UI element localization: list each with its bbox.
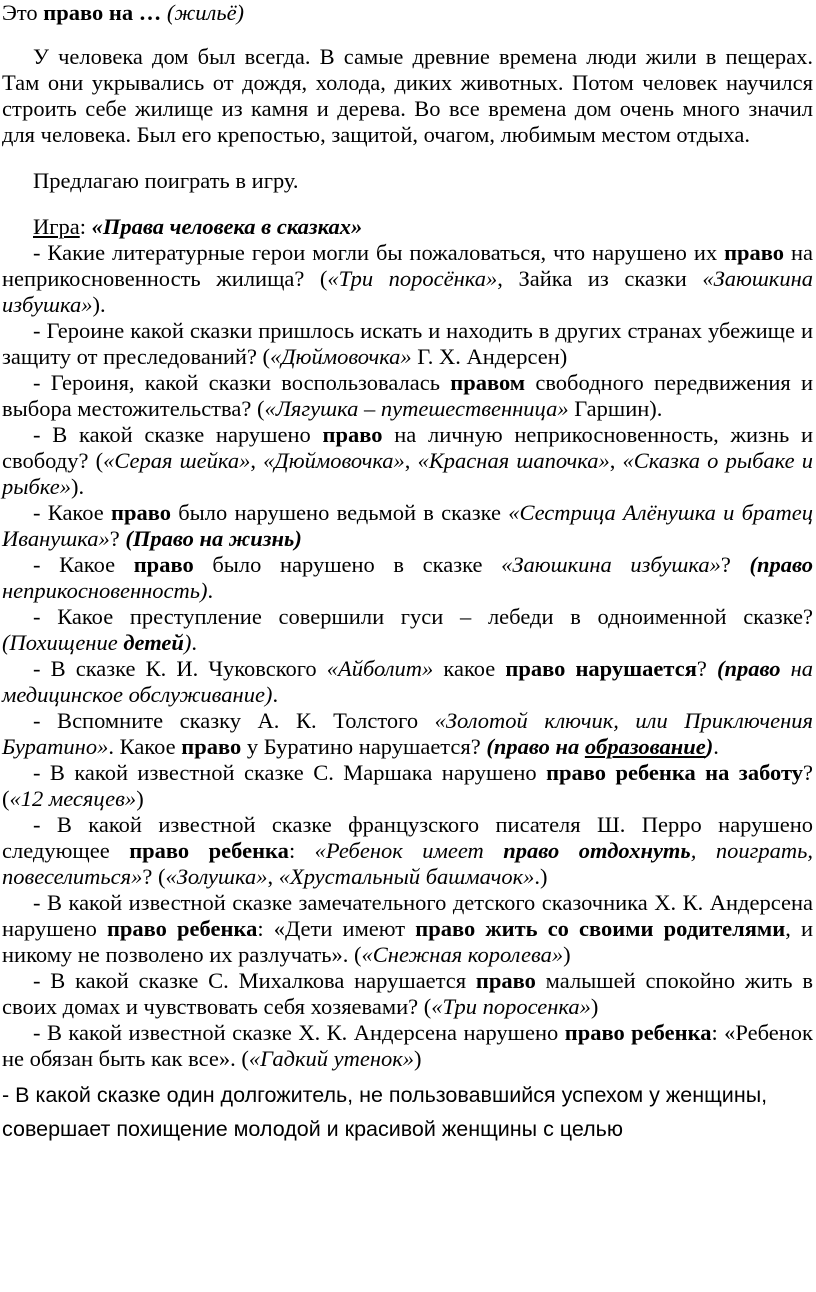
- intro-paragraph: У человека дом был всегда. В самые древние времена люди жили в пещерах. Там они укрывались от дождя, холода, диких животных. Потом человек научился строить себе жилище из камня и дерева. Во все времена дом очень много значил для человека. Был его крепостью, защитой, очагом, любимым местом отдыха.: [2, 44, 813, 147]
- text-run: правом: [450, 370, 526, 395]
- text-run: «Дюймовочка»: [270, 344, 412, 369]
- text-run: «Айболит»: [326, 656, 434, 681]
- question-8: [2, 656, 813, 708]
- question-3: [2, 370, 813, 422]
- text-run: было нарушено в сказке: [193, 552, 502, 577]
- text-run: у Буратино нарушается?: [241, 734, 487, 759]
- text-run: - Героине какой сказки пришлось искать и находить в других странах убежище и защиту от преследований? (: [2, 318, 813, 369]
- text-run: ? (: [2, 760, 813, 811]
- text-run: - В какой известной сказке замечательного детского сказочника Х. К. Андерсена нарушено: [2, 890, 813, 941]
- text-run: - Какое: [33, 500, 111, 525]
- text-run: «Гадкий утенок»: [248, 1046, 415, 1071]
- game-name: «Права человека в сказках»: [91, 214, 363, 239]
- text-run: ?: [696, 656, 717, 681]
- text-run: право: [322, 422, 383, 447]
- text-run: Гаршин).: [568, 396, 663, 421]
- text-run: право ребенка: [129, 838, 289, 863]
- text-run: право жить со своими родителями: [415, 916, 786, 941]
- question-5: [2, 500, 813, 552]
- question-15-line-1: - В какой сказке один долгожитель, не пользовавшийся успехом у женщины,: [2, 1083, 768, 1107]
- text-run: , и никому не позволено их разлучать». (: [2, 916, 813, 967]
- question-7: [2, 604, 813, 656]
- text-run: ?: [720, 552, 750, 577]
- question-9: [2, 708, 813, 760]
- text-run: ,: [609, 448, 623, 473]
- heading-bold: право на …: [43, 0, 162, 25]
- text-run: право: [724, 240, 785, 265]
- text-run: - Вспомните сказку А. К. Толстого: [33, 708, 435, 733]
- text-run: «Три поросёнка»: [327, 266, 498, 291]
- text-run: - Какое преступление совершили гуси – лебеди в одноименной сказке?: [33, 604, 813, 629]
- text-run: свободного передвижения и выбора местожительства? (: [2, 370, 813, 421]
- game-title: [2, 214, 813, 240]
- text-run: «Сестрица Алёнушка и братец Иванушка»: [2, 500, 813, 551]
- text-run: ,: [404, 448, 418, 473]
- text-run: ).: [71, 474, 85, 499]
- invite-paragraph: Предлагаю поиграть в игру.: [33, 168, 299, 193]
- text-run: ).: [92, 292, 106, 317]
- text-run: право: [110, 500, 171, 525]
- text-run: право ребенка: [564, 1020, 712, 1045]
- text-run: малышей спокойно жить в своих домах и чувствовать себя хозяевами? (: [2, 968, 813, 1019]
- text-run: «12 месяцев»: [9, 786, 137, 811]
- question-14: [2, 1020, 813, 1072]
- question-6: [2, 552, 813, 604]
- text-run: - Героиня, какой сказки воспользовалась: [33, 370, 451, 395]
- text-run: .): [534, 864, 548, 889]
- text-run: «Заюшкина избушка»: [501, 552, 721, 577]
- text-run: (право: [716, 656, 781, 681]
- text-run: (Право на жизнь): [125, 526, 302, 551]
- text-run: «Золотой ключик, или Приключения Буратино»: [2, 708, 813, 759]
- text-run: было нарушено ведьмой в сказке: [170, 500, 509, 525]
- question-13: [2, 968, 813, 1020]
- text-run: право нарушается: [505, 656, 697, 681]
- text-run: - В какой сказке нарушено: [33, 422, 323, 447]
- text-run: : «Ребенок не обязан быть как все». (: [2, 1020, 813, 1071]
- text-run: ): [705, 734, 714, 759]
- text-run: , Зайка из сказки: [497, 266, 703, 291]
- text-run: . Какое: [108, 734, 182, 759]
- text-run: .: [272, 682, 279, 707]
- text-run: неприкосновенность): [2, 578, 208, 603]
- question-10: [2, 760, 813, 812]
- text-run: ): [563, 942, 571, 967]
- text-run: право: [181, 734, 242, 759]
- text-run: «Сказка о рыбаке и рыбке»: [2, 448, 814, 499]
- text-run: - Какие литературные герои могли бы пожаловаться, что нарушено их: [33, 240, 725, 265]
- text-run: - В какой сказке С. Михалкова нарушается: [33, 968, 476, 993]
- text-run: - В какой известной сказке С. Маршака нарушено: [33, 760, 547, 785]
- text-run: ? (: [142, 864, 166, 889]
- text-run: право: [133, 552, 194, 577]
- text-run: ,: [267, 864, 279, 889]
- text-run: «Красная шапочка»: [417, 448, 610, 473]
- text-run: «Снежная королева»: [361, 942, 564, 967]
- question-15-line-2: совершает похищение молодой и красивой женщины с целью: [2, 1117, 623, 1141]
- text-run: образование: [584, 734, 706, 759]
- text-run: право: [475, 968, 536, 993]
- text-run: какое: [433, 656, 506, 681]
- game-label: Игра: [33, 214, 80, 239]
- text-run: :: [79, 214, 92, 239]
- text-run: «Три поросенка»: [431, 994, 591, 1019]
- text-run: «Золушка»: [165, 864, 268, 889]
- text-run: «Лягушка – путешественница»: [264, 396, 569, 421]
- question-12: [2, 890, 813, 968]
- text-run: .: [191, 630, 198, 655]
- text-run: ): [136, 786, 144, 811]
- question-11: [2, 812, 813, 890]
- text-run: , поиграть, повеселиться»: [2, 838, 813, 889]
- question-1: [2, 240, 813, 318]
- heading-line: [2, 0, 813, 26]
- text-run: (Похищение: [2, 630, 124, 655]
- text-run: «Серая шейка»: [103, 448, 251, 473]
- text-run: ): [414, 1046, 422, 1071]
- text-run: ,: [250, 448, 264, 473]
- text-run: ?: [109, 526, 126, 551]
- text-run: «Хрустальный башмачок»: [278, 864, 535, 889]
- heading-text: Это: [2, 0, 44, 25]
- text-run: право отдохнуть: [503, 838, 691, 863]
- text-run: - В какой известной сказке Х. К. Андерсена нарушено: [33, 1020, 565, 1045]
- heading-topic: (жильё): [166, 0, 245, 25]
- text-run: .: [207, 578, 214, 603]
- text-run: Г. Х. Андерсен): [411, 344, 568, 369]
- text-run: - В сказке К. И. Чуковского: [33, 656, 327, 681]
- question-2: [2, 318, 813, 370]
- text-run: на неприкосновенность жилища? (: [2, 240, 813, 291]
- question-4: [2, 422, 813, 500]
- text-run: - Какое: [33, 552, 134, 577]
- text-run: «Заюшкина избушка»: [2, 266, 813, 317]
- text-run: «Ребенок имеет: [314, 838, 504, 863]
- text-run: (право: [749, 552, 813, 577]
- text-run: .: [713, 734, 719, 759]
- text-run: - В какой известной сказке французского писателя Ш. Перро нарушено следующее: [2, 812, 813, 863]
- text-run: ): [590, 994, 599, 1019]
- text-run: :: [288, 838, 315, 863]
- text-run: право ребенка: [106, 916, 258, 941]
- text-run: на медицинское обслуживание): [2, 656, 813, 707]
- text-run: ): [183, 630, 192, 655]
- text-run: право ребенка на заботу: [546, 760, 803, 785]
- text-run: на личную неприкосновенность, жизнь и свободу? (: [2, 422, 813, 473]
- text-run: (право на: [486, 734, 585, 759]
- text-run: : «Дети имеют: [257, 916, 416, 941]
- text-run: детей: [123, 630, 184, 655]
- text-run: «Дюймовочка»: [263, 448, 405, 473]
